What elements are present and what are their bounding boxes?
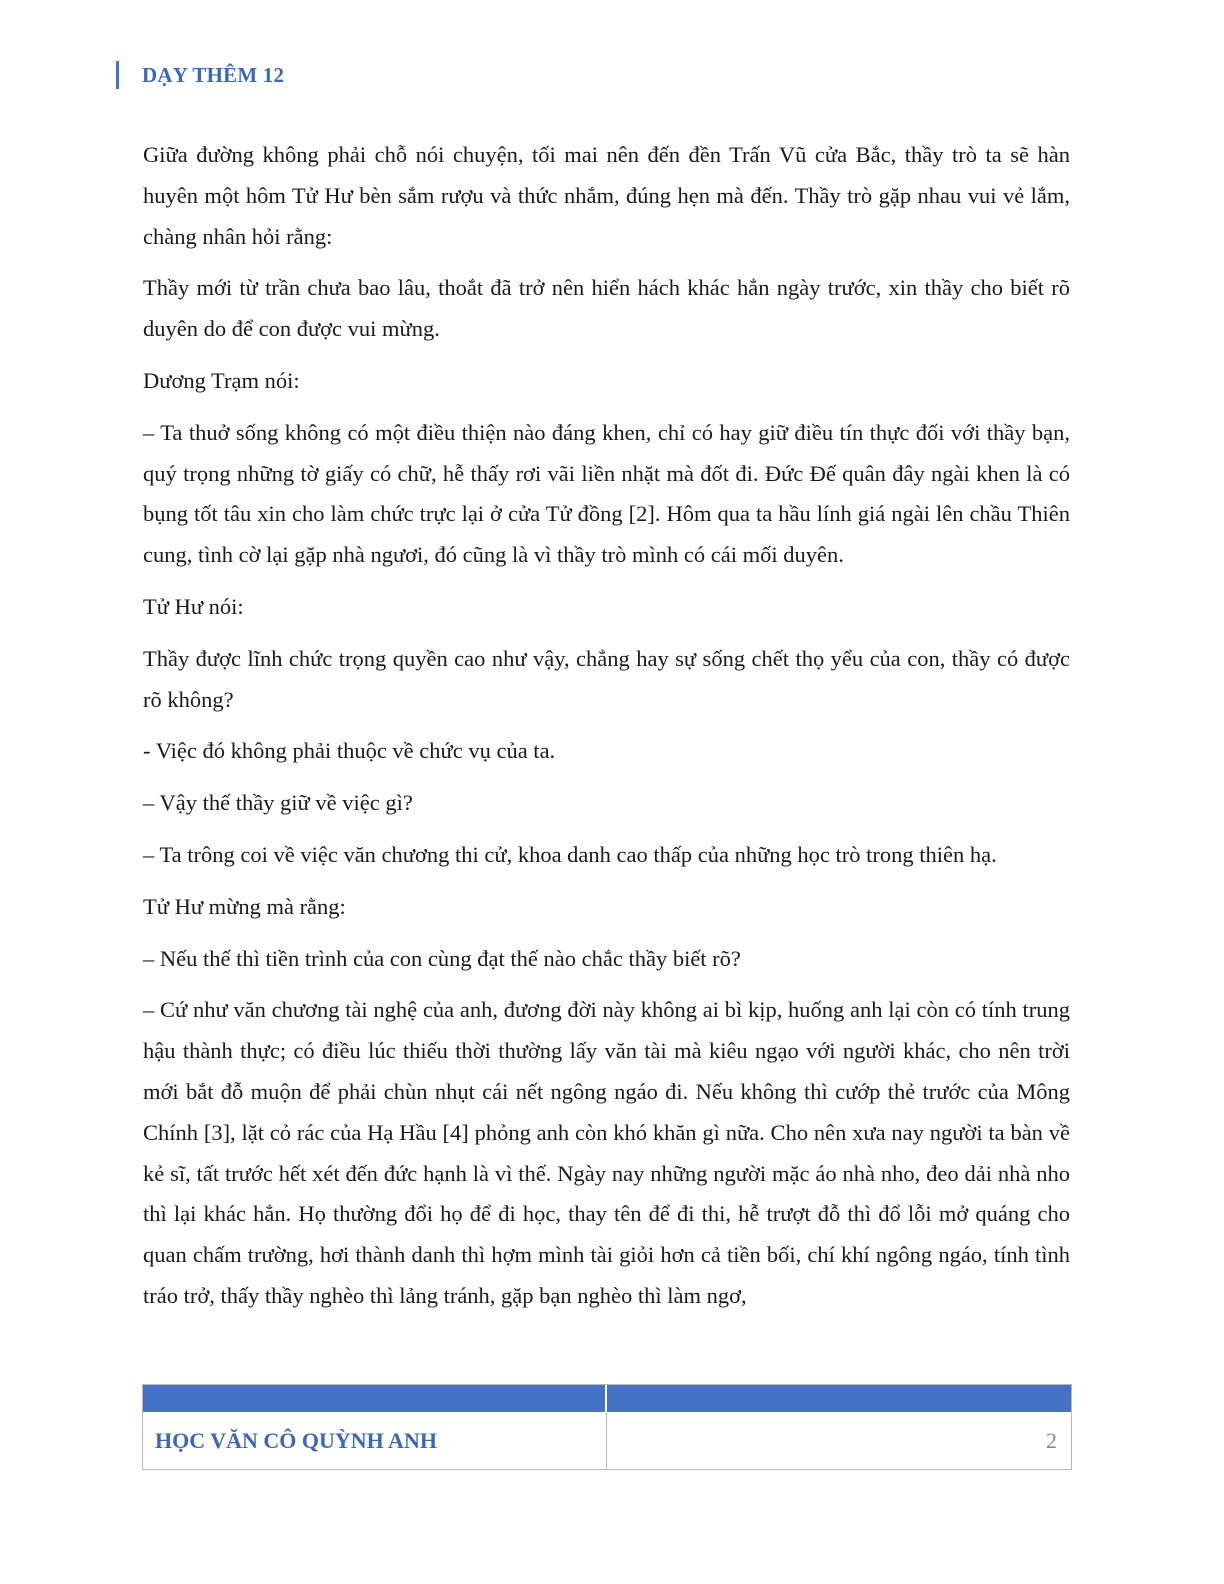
header-accent-bar [116, 61, 119, 89]
document-body [143, 135, 1070, 1328]
paragraph-10: Tử Hư mừng mà rằng: [143, 893, 346, 919]
footer-band-left [143, 1385, 607, 1412]
paragraph-12: – Cứ như văn chương tài nghệ của anh, đương đời này không ai bì kịp, huống anh lại còn có tính trung hậu thành thực; có điều lúc thiếu thời thường lấy văn tài mà kiêu ngạo với người khác, cho nên trời mới bắt đỗ muộn để phải chùn nhụt cái nết ngông ngáo đi. Nếu không thì cướp thẻ trước của Mông Chính [3], lặt cỏ rác của Hạ Hầu [4] phỏng anh còn khó khăn gì nữa. Cho nên xưa nay người ta bàn về kẻ sĩ, tất trước hết xét đến đức hạnh là vì thế. Ngày nay những người mặc áo nhà nho, đeo dải nhà nho thì lại khác hẳn. Họ thường đổi họ để đi học, thay tên để đi thi, hễ trượt đỗ thì đổ lỗi mở quáng cho quan chấm trường, hơi thành danh thì hợm mình tài giỏi hơn cả tiền bối, chí khí ngông ngáo, tính tình tráo trở, thấy thầy nghèo thì lảng tránh, gặp bạn nghèo thì làm ngơ, [143, 997, 1070, 1308]
paragraph-9: – Ta trông coi về việc văn chương thi cử, khoa danh cao thấp của những học trò trong thiên hạ. [143, 841, 997, 867]
page-number: 2 [1046, 1427, 1057, 1453]
paragraph-11: – Nếu thế thì tiền trình của con cùng đạt thế nào chắc thầy biết rõ? [143, 945, 741, 971]
footer-label: HỌC VĂN CÔ QUỲNH ANH [155, 1427, 437, 1453]
paragraph-2: Thầy mới từ trần chưa bao lâu, thoắt đã trở nên hiển hách khác hẳn ngày trước, xin thầy cho biết rõ duyên do để con được vui mừng. [143, 275, 1070, 342]
paragraph-6: Thầy được lĩnh chức trọng quyền cao như vậy, chẳng hay sự sống chết thọ yểu của con, thầy có được rõ không? [143, 645, 1070, 712]
footer-page-cell [607, 1412, 1071, 1469]
paragraph-5: Tử Hư nói: [143, 593, 244, 619]
page-header [116, 60, 284, 90]
paragraph-1: Giữa đường không phải chỗ nói chuyện, tối mai nên đến đền Trấn Vũ cửa Bắc, thầy trò ta sẽ hàn huyên một hôm Tử Hư bèn sắm rượu và thức nhắm, đúng hẹn mà đến. Thầy trò gặp nhau vui vẻ lắm, chàng nhân hỏi rằng: [143, 142, 1070, 249]
footer-label-cell [143, 1412, 607, 1469]
paragraph-7: - Việc đó không phải thuộc về chức vụ của ta. [143, 738, 556, 764]
footer-band-right [607, 1385, 1071, 1412]
page-footer [142, 1384, 1072, 1470]
paragraph-3: Dương Trạm nói: [143, 367, 300, 393]
paragraph-8: – Vậy thế thầy giữ về việc gì? [143, 790, 413, 816]
paragraph-4: – Ta thuở sống không có một điều thiện nào đáng khen, chỉ có hay giữ điều tín thực đối với thầy bạn, quý trọng những tờ giấy có chữ, hễ thấy rơi vãi liền nhặt mà đốt đi. Đức Đế quân đây ngài khen là có bụng tốt tâu xin cho làm chức trực lại ở cửa Tử đồng [2]. Hôm qua ta hầu lính giá ngài lên chầu Thiên cung, tình cờ lại gặp nhà ngươi, đó cũng là vì thầy trò mình có cái mối duyên. [143, 419, 1070, 568]
header-title: DẠY THÊM 12 [142, 62, 285, 87]
